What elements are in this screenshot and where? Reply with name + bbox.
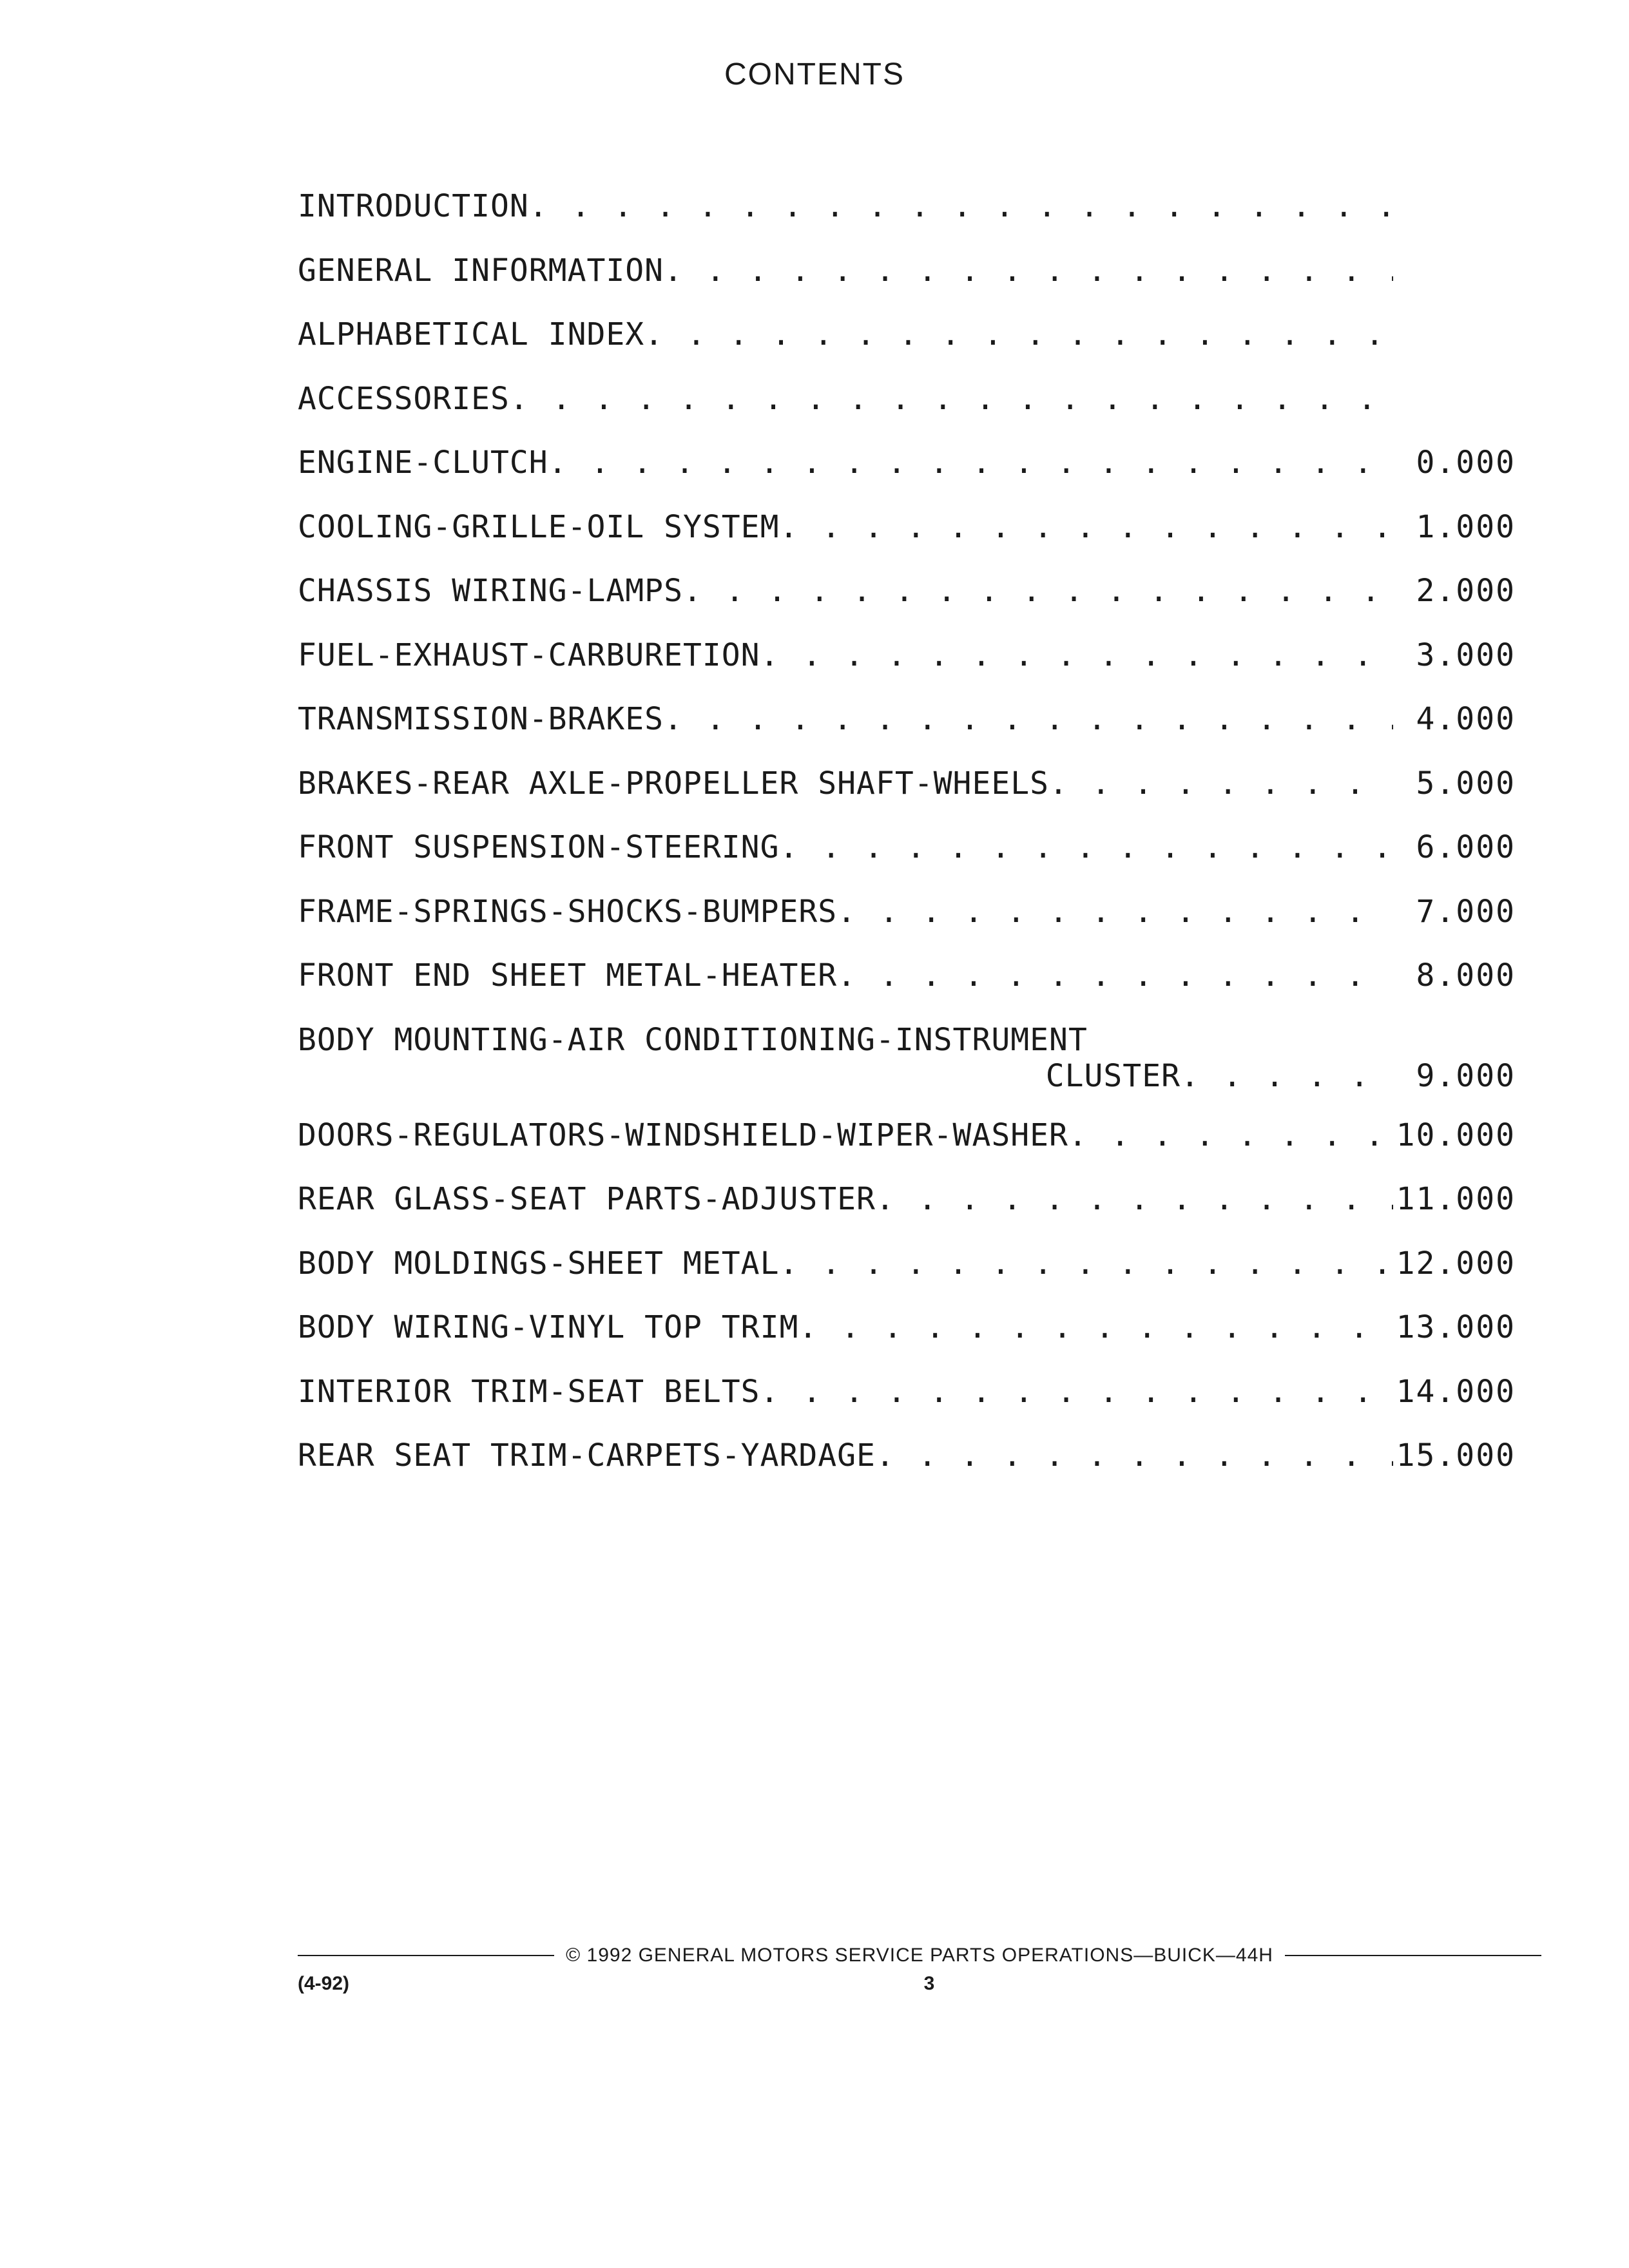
- toc-entry-page: 14.000: [1396, 1373, 1516, 1410]
- toc-entry-page: 7.000: [1416, 893, 1516, 930]
- toc-entry-title: FUEL-EXHAUST-CARBURETION: [298, 637, 760, 673]
- toc-leader-dots: [779, 829, 1393, 865]
- table-of-contents: [298, 188, 1516, 1502]
- toc-entry-front-end-sheet-metal[interactable]: [298, 957, 1516, 1022]
- toc-entry-title: COOLING-GRILLE-OIL SYSTEM: [298, 508, 780, 545]
- footer-page-number: 3: [923, 1973, 935, 1994]
- toc-leader-dots: [529, 188, 1393, 224]
- toc-leader-dots: [837, 957, 1393, 994]
- toc-entry-title: ALPHABETICAL INDEX: [298, 316, 645, 352]
- toc-entry-frame-springs[interactable]: [298, 894, 1516, 958]
- toc-entry-page: 4.000: [1416, 701, 1516, 737]
- toc-entry-body-moldings[interactable]: [298, 1245, 1516, 1310]
- toc-entry-continuation: [298, 1058, 1516, 1094]
- toc-entry-chassis-wiring[interactable]: [298, 573, 1516, 637]
- page-title: CONTENTS: [724, 57, 905, 91]
- toc-leader-dots: [760, 637, 1393, 673]
- toc-leader-dots: [779, 1245, 1393, 1282]
- toc-entry-interior-trim[interactable]: [298, 1374, 1516, 1438]
- toc-entry-page: 11.000: [1396, 1181, 1516, 1217]
- toc-leader-dots: [548, 445, 1393, 481]
- toc-entry-page: 1.000: [1416, 508, 1516, 545]
- toc-leader-dots: [683, 573, 1393, 609]
- toc-leader-dots: [779, 509, 1393, 545]
- toc-entry-front-suspension[interactable]: [298, 829, 1516, 894]
- toc-entry-rear-seat-trim[interactable]: [298, 1437, 1516, 1502]
- toc-entry-page: 10.000: [1396, 1117, 1516, 1153]
- toc-entry-page: 15.000: [1396, 1437, 1516, 1474]
- footer-copyright: © 1992 GENERAL MOTORS SERVICE PARTS OPERATIONS—BUICK—44H: [566, 1945, 1273, 1966]
- toc-entry-body-wiring[interactable]: [298, 1309, 1516, 1374]
- toc-leader-dots: [664, 701, 1393, 737]
- toc-leader-dots: [876, 1181, 1393, 1217]
- toc-entry-title: FRAME-SPRINGS-SHOCKS-BUMPERS: [298, 893, 838, 930]
- toc-entry-page: 3.000: [1416, 637, 1516, 673]
- toc-leader-dots: [798, 1309, 1393, 1345]
- toc-leader-dots: [510, 381, 1393, 417]
- toc-entry-title: INTERIOR TRIM-SEAT BELTS: [298, 1373, 760, 1410]
- toc-entry-rear-glass[interactable]: [298, 1181, 1516, 1245]
- toc-leader-dots: [644, 316, 1393, 352]
- toc-entry-page: 2.000: [1416, 573, 1516, 609]
- toc-entry-title: ENGINE-CLUTCH: [298, 445, 548, 481]
- toc-leader-dots: [837, 894, 1393, 930]
- toc-entry-title: BODY MOUNTING-AIR CONDITIONING-INSTRUMENT: [298, 1021, 1088, 1058]
- toc-entry-brakes-rear-axle[interactable]: [298, 765, 1516, 830]
- toc-leader-dots: [760, 1374, 1393, 1410]
- footer-rule-left: [298, 1955, 554, 1956]
- toc-entry-page: 0.000: [1416, 445, 1516, 481]
- footer-rule-line: [298, 1945, 1541, 1966]
- toc-entry-cooling[interactable]: [298, 509, 1516, 573]
- toc-leader-dots: [664, 253, 1393, 289]
- toc-entry-engine-clutch[interactable]: [298, 445, 1516, 509]
- toc-entry-title: BRAKES-REAR AXLE-PROPELLER SHAFT-WHEELS: [298, 765, 1050, 802]
- toc-entry-introduction[interactable]: [298, 188, 1516, 253]
- footer-rule-right: [1285, 1955, 1541, 1956]
- footer-revision-date: (4-92): [298, 1973, 350, 1994]
- toc-entry-accessories[interactable]: [298, 381, 1516, 445]
- toc-entry-general-information[interactable]: [298, 253, 1516, 317]
- toc-leader-dots: [1181, 1058, 1393, 1094]
- toc-entry-page: 6.000: [1416, 829, 1516, 865]
- toc-entry-title: REAR SEAT TRIM-CARPETS-YARDAGE: [298, 1437, 876, 1474]
- toc-entry-page: 12.000: [1396, 1245, 1516, 1282]
- toc-entry-title: FRONT SUSPENSION-STEERING: [298, 829, 780, 865]
- toc-entry-title: BODY WIRING-VINYL TOP TRIM: [298, 1309, 799, 1345]
- toc-entry-title: FRONT END SHEET METAL-HEATER: [298, 957, 838, 994]
- toc-entry-page: 5.000: [1416, 765, 1516, 802]
- toc-entry-fuel-exhaust[interactable]: [298, 637, 1516, 702]
- toc-entry-doors-regulators[interactable]: [298, 1117, 1516, 1182]
- toc-entry-title: INTRODUCTION: [298, 188, 529, 224]
- toc-entry-title: ACCESSORIES: [298, 380, 510, 417]
- page-footer: [298, 1945, 1541, 2005]
- toc-entry-body-mounting[interactable]: [298, 1022, 1516, 1117]
- toc-entry-title: BODY MOLDINGS-SHEET METAL: [298, 1245, 780, 1282]
- toc-entry-title: CHASSIS WIRING-LAMPS: [298, 573, 683, 609]
- toc-entry-transmission[interactable]: [298, 701, 1516, 765]
- toc-entry-page: 13.000: [1396, 1309, 1516, 1345]
- toc-entry-title: GENERAL INFORMATION: [298, 252, 664, 289]
- toc-leader-dots: [876, 1437, 1393, 1474]
- toc-entry-page: 9.000: [1416, 1057, 1516, 1094]
- toc-entry-title: REAR GLASS-SEAT PARTS-ADJUSTER: [298, 1181, 876, 1217]
- footer-bottom-row: [298, 1973, 1541, 2005]
- toc-leader-dots: [1049, 765, 1393, 802]
- toc-entry-title-line2: CLUSTER: [1045, 1057, 1181, 1094]
- toc-leader-dots: [1068, 1117, 1393, 1153]
- toc-entry-alphabetical-index[interactable]: [298, 316, 1516, 381]
- toc-entry-title: TRANSMISSION-BRAKES: [298, 701, 664, 737]
- toc-entry-page: 8.000: [1416, 957, 1516, 994]
- toc-entry-title: DOORS-REGULATORS-WINDSHIELD-WIPER-WASHER: [298, 1117, 1068, 1153]
